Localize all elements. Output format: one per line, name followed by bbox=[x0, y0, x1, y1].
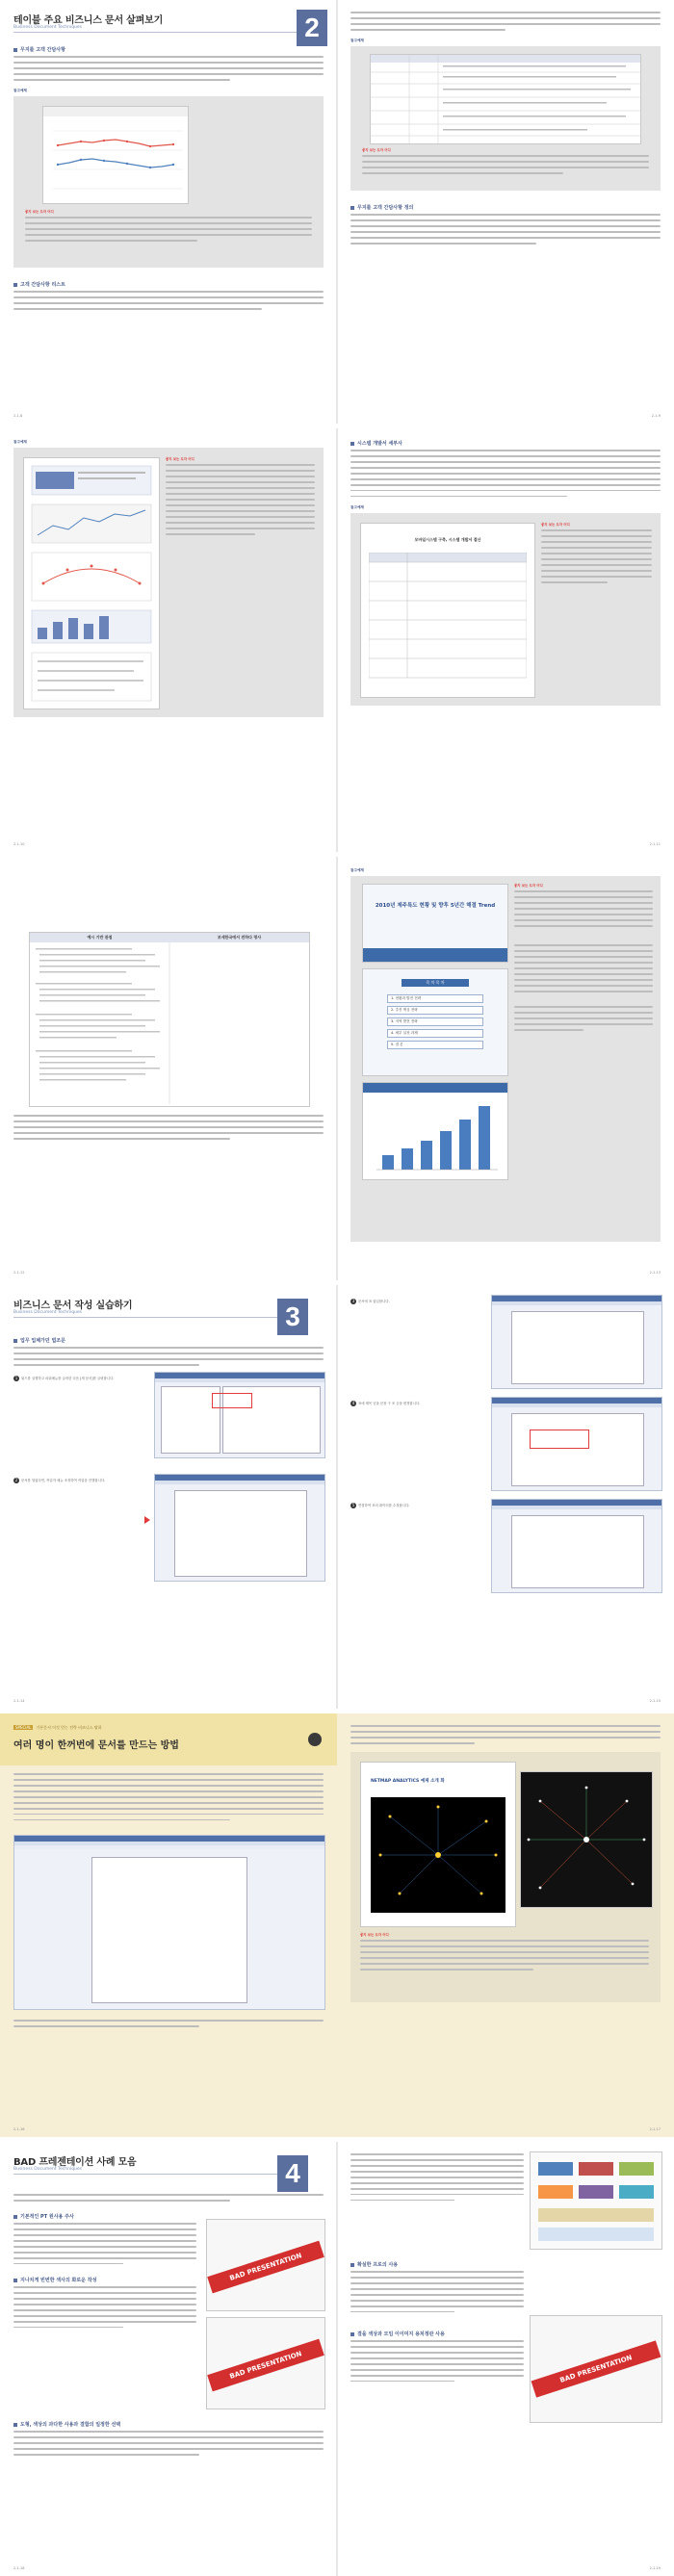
screenshot-figure bbox=[154, 1372, 325, 1458]
body-text-block bbox=[13, 2194, 324, 2205]
slide-figure bbox=[360, 1762, 516, 1927]
body-text-block bbox=[13, 291, 324, 314]
section-heading: 도형, 색상의 과다한 사용과 결합의 일정한 선택 bbox=[13, 2421, 120, 2428]
body-text-block bbox=[13, 56, 324, 85]
menu-item: 5. 결 론 bbox=[387, 1041, 483, 1049]
page-title: 비즈니스 문서 작성 실습하기 bbox=[13, 1301, 133, 1311]
step-instruction: 5 연결하여 표의 데이터를 수정합니다. bbox=[351, 1503, 410, 1507]
body-text-block bbox=[350, 450, 661, 502]
bullet-icon bbox=[308, 1733, 322, 1746]
screenshot-figure bbox=[154, 1474, 325, 1582]
title-rule bbox=[13, 1317, 302, 1318]
menu-item: 2. 추진 핵심 전략 bbox=[387, 1006, 483, 1015]
figure-note: 좋지 보는 도자 어디 bbox=[514, 884, 653, 1035]
page-spread-6 bbox=[0, 2142, 674, 2576]
network-graph-image bbox=[371, 1797, 506, 1913]
figure-note: 좋지 보는 도자 어디 bbox=[541, 523, 652, 587]
screenshot-figure bbox=[13, 1835, 325, 2010]
body-text-block bbox=[13, 2223, 196, 2269]
network-graph-graphic bbox=[521, 1772, 652, 1907]
table-figure bbox=[370, 54, 641, 144]
bad-slide-thumbnail bbox=[206, 2219, 325, 2311]
bad-slide-thumbnail bbox=[206, 2317, 325, 2409]
slide-title: 모바일시스템 구축, 시스템 개발서 결산 bbox=[414, 537, 481, 542]
right-page bbox=[337, 857, 674, 1280]
slide-title: NETMAP ANALYTICS 예제 소개 화 bbox=[371, 1779, 445, 1784]
left-page bbox=[0, 2142, 337, 2576]
figure-caption: 참고예제 bbox=[13, 440, 27, 444]
slide-figure bbox=[360, 523, 535, 698]
highlight-box bbox=[212, 1393, 252, 1408]
left-page bbox=[0, 428, 337, 852]
page-title: 테이블 주요 비즈니스 문서 살펴보기 bbox=[13, 15, 164, 26]
body-text-block bbox=[350, 2340, 524, 2386]
menu-item: 3. 지역 발전 전략 bbox=[387, 1018, 483, 1026]
document-graphic bbox=[24, 458, 159, 708]
document-figure bbox=[23, 457, 160, 709]
bar-chart-graphic bbox=[363, 1083, 507, 1179]
bad-slide-thumbnail bbox=[530, 2315, 662, 2423]
comparison-table bbox=[29, 932, 310, 1107]
page-footer: 2-1-10 bbox=[13, 842, 25, 846]
right-page bbox=[337, 2142, 674, 2576]
page-footer: 2-1-14 bbox=[13, 1699, 25, 1703]
slide-table-graphic bbox=[369, 553, 527, 687]
page-footer: 2-1-8 bbox=[13, 414, 23, 418]
page-spread-4 bbox=[0, 1285, 674, 1709]
busy-diagram-graphic bbox=[531, 2152, 661, 2249]
body-text-block bbox=[13, 1115, 324, 1144]
slide-title: 2010년 제주특도 현황 및 향후 5년간 해결 Trend bbox=[375, 903, 496, 909]
page-subtitle: Business Document Techniques bbox=[13, 1310, 83, 1315]
left-page bbox=[0, 1285, 337, 1709]
highlight-box bbox=[530, 1430, 589, 1449]
step-instruction: 1 워드를 실행하고 파워메뉴를 클릭한 다음 [새 문서]를 클릭합니다. bbox=[14, 1376, 115, 1380]
section-heading: 고객 간담사항 리스트 bbox=[13, 281, 65, 288]
pointer-arrow bbox=[144, 1516, 150, 1524]
figure-panel bbox=[350, 513, 661, 706]
page-footer: 2-1-19 bbox=[649, 2566, 661, 2570]
bad-stamp: BAD PRESENTATION bbox=[207, 2241, 324, 2294]
right-page bbox=[337, 1285, 674, 1709]
title-rule bbox=[13, 2174, 302, 2175]
body-text-block bbox=[350, 12, 661, 35]
section-heading: 결을 색상과 모임 이이미지 용처정판 사용 bbox=[350, 2331, 445, 2337]
body-text-block bbox=[350, 214, 661, 248]
section-heading: 무지를 고객 간담사항 정의 bbox=[350, 204, 413, 211]
line-chart-figure bbox=[42, 106, 189, 204]
page-footer: 2-1-16 bbox=[13, 2127, 25, 2131]
figure-caption: 참고예제 bbox=[13, 89, 27, 92]
table-header-cell: 보세한국에서 전하다 평사 bbox=[217, 935, 262, 940]
special-tag: SPECIAL 기본문서 이것 얻는 전략 비즈니스 탑하 bbox=[15, 1725, 102, 1730]
page-footer: 2-1-17 bbox=[649, 2127, 661, 2131]
figure-panel bbox=[13, 448, 324, 717]
right-page bbox=[337, 0, 674, 424]
slide-bar-chart bbox=[362, 1082, 508, 1180]
left-page bbox=[0, 0, 337, 424]
figure-note: 좋지 보는 도자 어디 bbox=[360, 1933, 649, 1974]
page-footer: 2-1-13 bbox=[649, 1271, 661, 1275]
step-instruction: 3 문서에 표 삽입합니다. bbox=[351, 1299, 390, 1303]
chapter-number: 4 bbox=[277, 2155, 308, 2192]
right-page bbox=[337, 1713, 674, 2137]
page-footer: 2-1-12 bbox=[13, 1271, 25, 1275]
page-footer: 2-1-15 bbox=[649, 1699, 661, 1703]
page-spread-3 bbox=[0, 857, 674, 1280]
figure-panel bbox=[350, 876, 661, 1242]
page-subtitle: Business Document Techniques bbox=[13, 25, 83, 30]
page-spread-1 bbox=[0, 0, 674, 424]
section-heading: 무지를 고객 간담사항 bbox=[13, 46, 65, 53]
page-footer: 2-1-9 bbox=[651, 414, 661, 418]
section-heading: 기본적인 PT 원사용 주사 bbox=[13, 2213, 74, 2220]
figure-caption: 참고예제 bbox=[350, 505, 364, 509]
page-spread-5 bbox=[0, 1713, 674, 2137]
figure-note: 좋지 보는 도자 어디 bbox=[166, 457, 315, 539]
page-title: BAD 프레젠테이션 사례 모음 bbox=[13, 2157, 137, 2168]
section-heading: 업무 업체가던 법조문 bbox=[13, 1337, 65, 1344]
figure-note: 좋지 보는 도자 어디 bbox=[362, 148, 649, 178]
page-subtitle: Business Document Techniques bbox=[13, 2167, 83, 2172]
body-text-block bbox=[13, 2431, 324, 2460]
body-text-block bbox=[350, 2153, 524, 2205]
figure-note: 좋지 보는 도자 어디 bbox=[25, 210, 312, 245]
figure-caption: 참고예제 bbox=[350, 39, 364, 42]
left-page bbox=[0, 857, 337, 1280]
menu-item: 1. 현황과 발전 전략 bbox=[387, 994, 483, 1003]
figure-panel bbox=[350, 1752, 661, 2002]
page-footer: 2-1-11 bbox=[649, 842, 661, 846]
body-text-block bbox=[13, 2020, 324, 2031]
body-text-block bbox=[13, 2286, 196, 2332]
title-rule bbox=[13, 32, 302, 33]
body-text-block bbox=[350, 1725, 661, 1748]
page-footer: 2-1-18 bbox=[13, 2566, 25, 2570]
section-heading: 지나치게 빈번한 색사의 화로운 작성 bbox=[13, 2277, 96, 2283]
slide-cover bbox=[362, 884, 508, 963]
body-text-block bbox=[13, 1347, 324, 1370]
body-text-block bbox=[350, 2271, 524, 2317]
chapter-number: 2 bbox=[297, 10, 327, 46]
figure-caption: 참고예제 bbox=[350, 868, 364, 872]
figure-panel bbox=[13, 96, 324, 268]
menu-title: 목 차 목 차 bbox=[402, 979, 469, 987]
section-heading: 확실한 프로의 사용 bbox=[350, 2261, 398, 2268]
line-chart-graphic bbox=[43, 107, 188, 203]
body-text-block bbox=[13, 1773, 324, 1825]
page-spread-2 bbox=[0, 428, 674, 852]
page-title: 여러 명이 한꺼번에 문서를 만드는 방법 bbox=[13, 1740, 179, 1751]
table-graphic bbox=[371, 55, 640, 143]
chapter-number: 3 bbox=[277, 1299, 308, 1335]
screenshot-figure bbox=[491, 1499, 662, 1593]
figure-panel bbox=[350, 46, 661, 191]
bad-slide-thumbnail bbox=[530, 2151, 662, 2250]
menu-item: 4. 세부 실천 과제 bbox=[387, 1029, 483, 1038]
step-instruction: 4 표에 제목 넣을 문장 구 조 등을 변경합니다. bbox=[351, 1401, 421, 1405]
bad-stamp: BAD PRESENTATION bbox=[207, 2339, 324, 2392]
table-header-cell: 예시 기반 관점 bbox=[87, 935, 113, 940]
section-heading: 시스템 개발서 세부사 bbox=[350, 440, 402, 447]
bad-stamp: BAD PRESENTATION bbox=[531, 2340, 661, 2397]
right-page bbox=[337, 428, 674, 852]
network-graph-image bbox=[520, 1771, 653, 1908]
network-graph-graphic bbox=[371, 1797, 506, 1913]
screenshot-figure bbox=[491, 1295, 662, 1389]
menu-list bbox=[387, 994, 483, 1052]
slide-menu bbox=[362, 968, 508, 1076]
step-instruction: 2 문서를 열었다면, 작업자 메뉴 조정하여 작업을 진행합니다. bbox=[14, 1478, 106, 1482]
left-page bbox=[0, 1713, 337, 2137]
table-body-graphic bbox=[30, 942, 309, 1104]
